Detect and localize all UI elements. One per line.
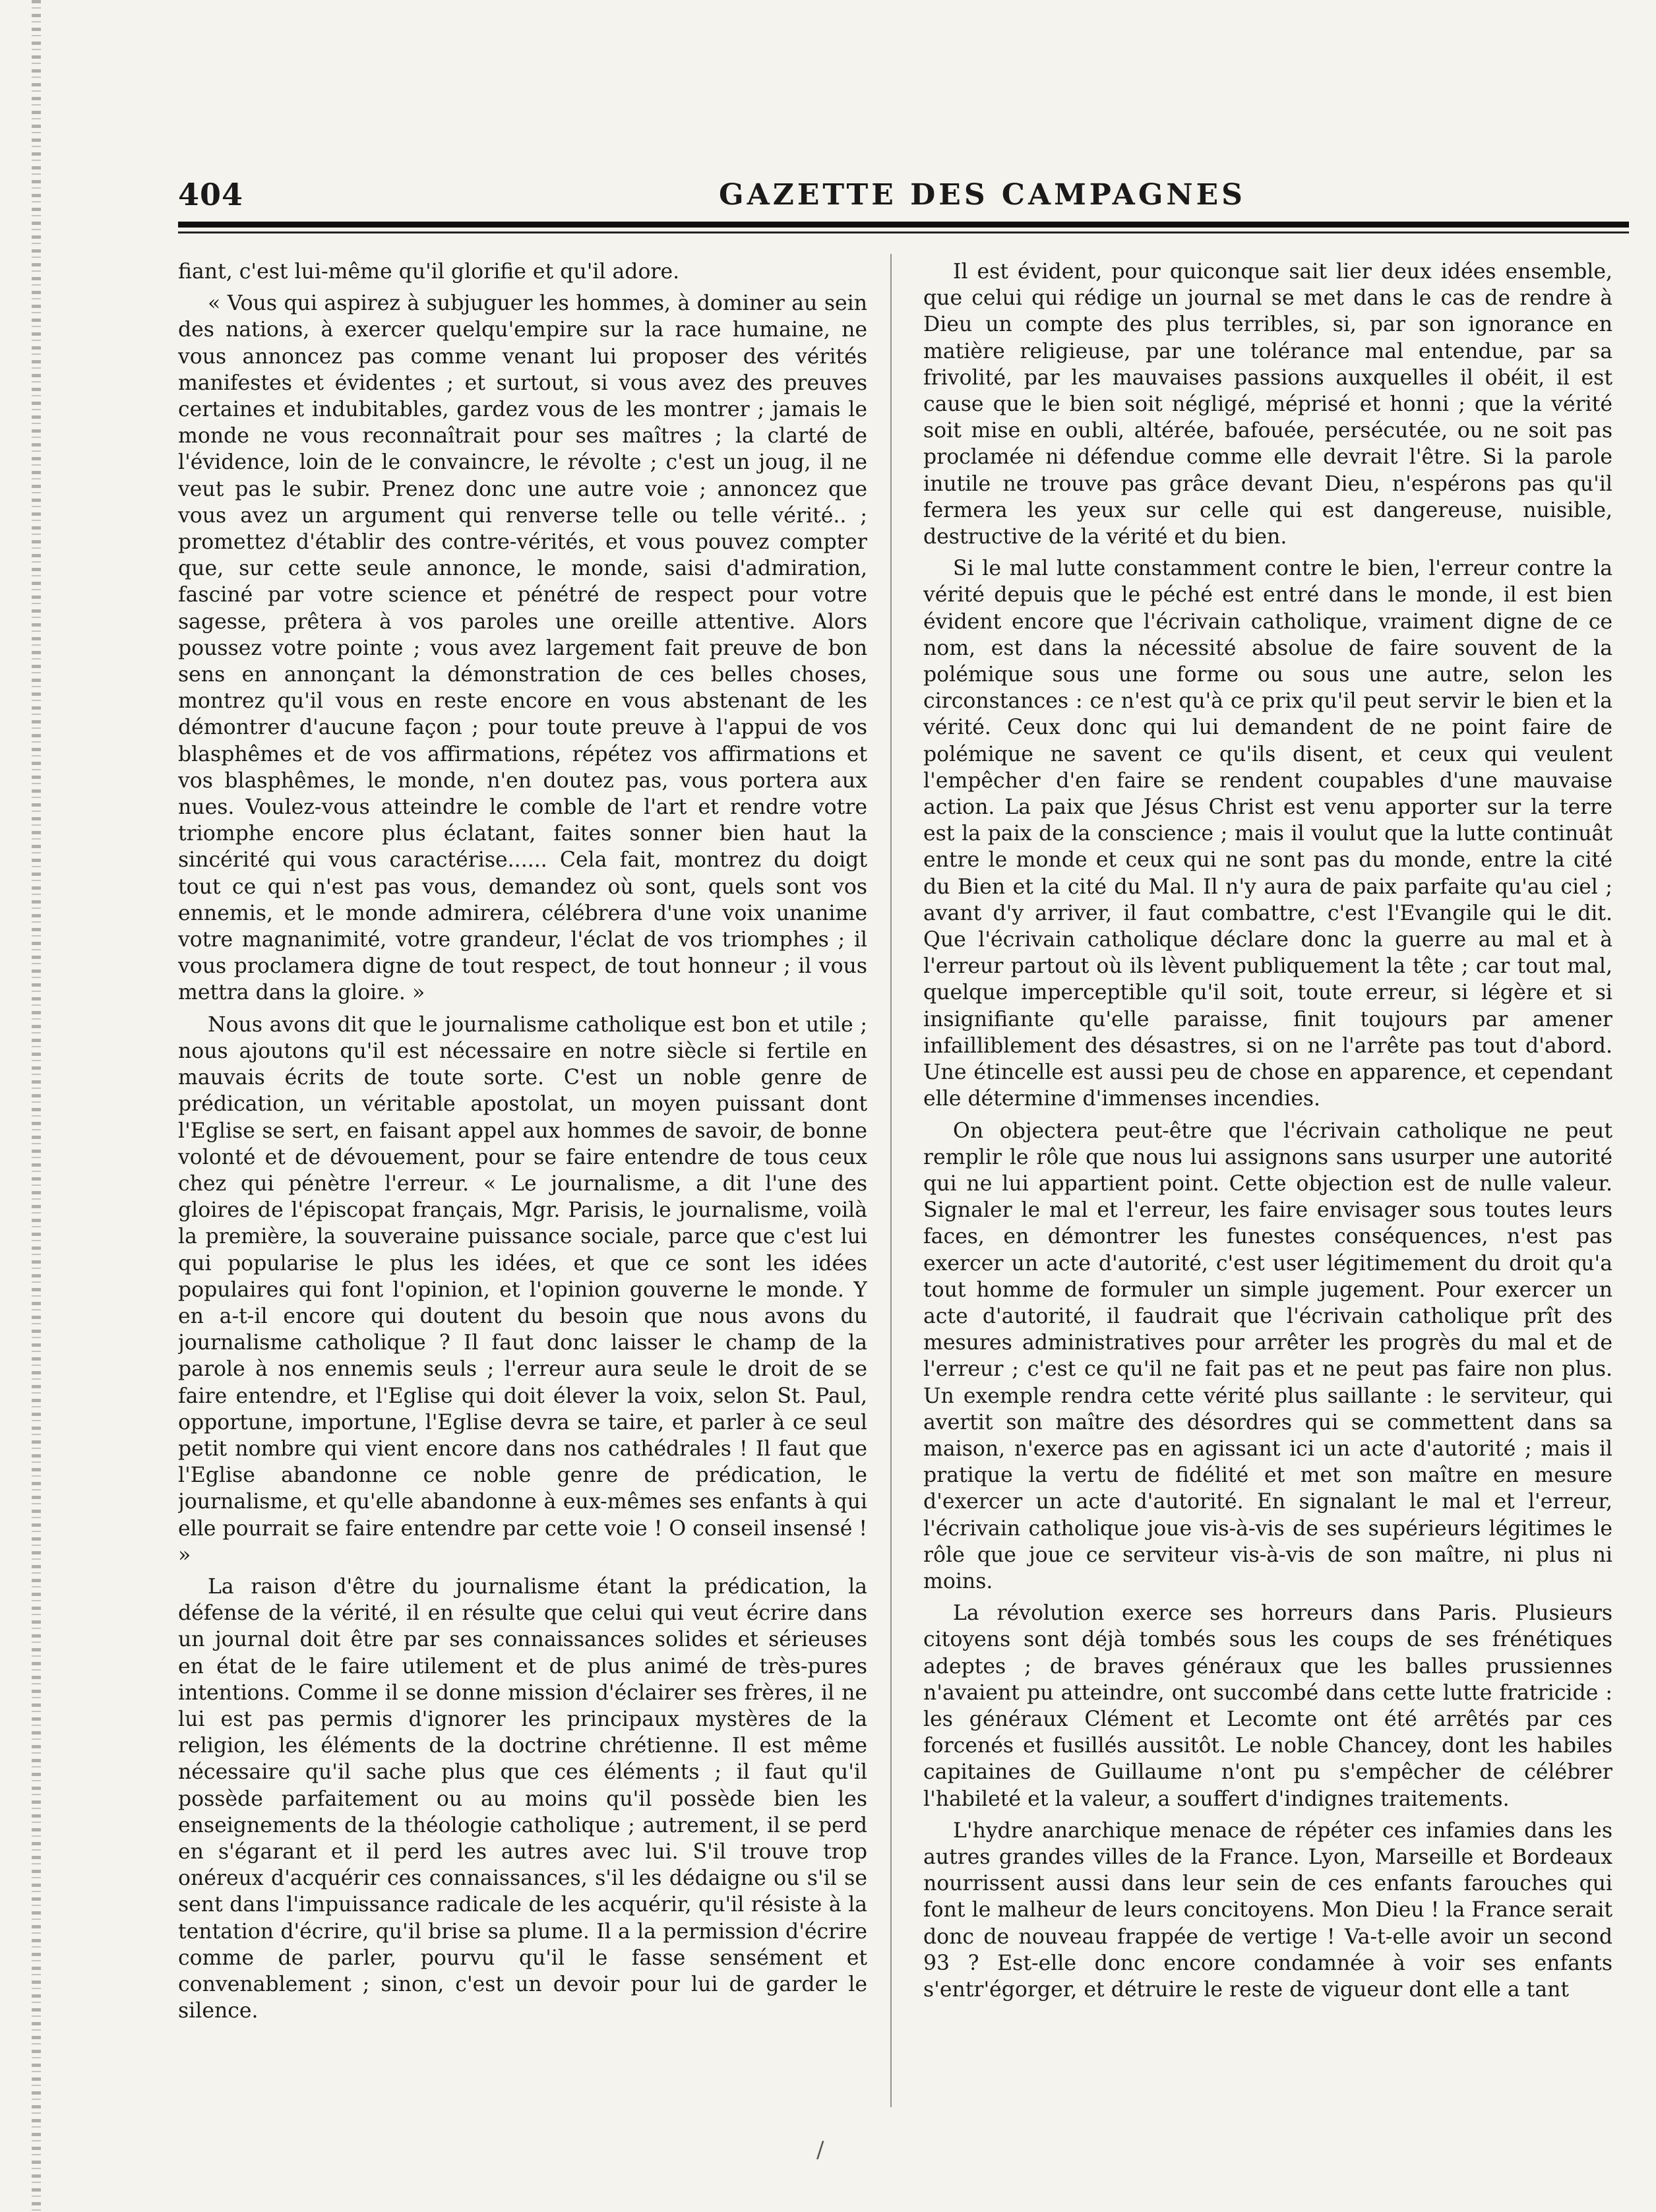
page-header bbox=[178, 177, 1629, 216]
paragraph: La raison d'être du journalisme étant la prédication, la défense de la vérité, il en résulte que celui qui veut écrire dans un journal doit être par ses connaissances solides et sérieuses en état de le faire utilement et de plus animé de très-pures intentions. Comme il se donne mission d'éclairer ses frères, il ne lui est pas permis d'ignorer les principaux mystères de la religion, les éléments de la doctrine chrétienne. Il est même nécessaire qu'il sache plus que ces éléments ; il faut qu'il possède parfaitement ou au moins qu'il possède bien les enseignements de la théologie catholique ; autrement, il se perd en s'égarant et il perd les autres avec lui. S'il trouve trop onéreux d'acquérir ces connaissances, s'il les dédaigne ou s'il se sent dans l'impuissance radicale de les acquérir, qu'il résiste à la tentation d'écrire, qu'il brise sa plume. Il a la permission d'écrire comme de parler, pourvu qu'il le fasse sensément et convenablement ; sinon, c'est un devoir pour lui de garder le silence. bbox=[178, 1574, 867, 2023]
column-divider bbox=[890, 254, 892, 2107]
paragraph: fiant, c'est lui-même qu'il glorifie et qu'il adore. bbox=[178, 260, 680, 284]
paragraph: La révolution exerce ses horreurs dans Paris. Plusieurs citoyens sont déjà tombés sous les coups de ses frénétiques adeptes ; de braves généraux que les balles prussiennes n'avaient pu atteindre, ont succombé dans cette lutte fratricide : les généraux Clément et Lecomte ont été arrêtés par ces forcenés et fusillés aussitôt. Le noble Chancey, dont les habiles capitaines de Guillaume n'ont pu s'empêcher de célébrer l'habileté et la valeur, a souffert d'indignes traitements. bbox=[923, 1601, 1612, 1811]
binding-edge bbox=[32, 0, 41, 2212]
left-column bbox=[178, 259, 867, 2105]
paragraph: Si le mal lutte constamment contre le bien, l'erreur contre la vérité depuis que le péché est entré dans le monde, il est bien évident encore que l'écrivain catholique, vraiment digne de ce nom, est dans la nécessité absolue de faire souvent de la polémique sous une forme ou sous une autre, selon les circonstances : ce n'est qu'à ce prix qu'il peut servir le bien et la vérité. Ceux donc qui lui demandent de ne point faire de polémique ne savent ce qu'ils disent, et ceux qui veulent l'empêcher d'en faire se rendent coupables d'une mauvaise action. La paix que Jésus Christ est venu apporter sur la terre est la paix de la conscience ; mais il voulut que la lutte continuât entre le monde et ceux qui ne sont pas du monde, entre la cité du Bien et la cité du Mal. Il n'y aura de paix parfaite qu'au ciel ; avant d'y arriver, il faut combattre, c'est l'Evangile qui le dit. Que l'écrivain catholique déclare donc la guerre au mal et à l'erreur partout où ils lèvent publiquement la tête ; car tout mal, quelque imperceptible qu'il soit, toute erreur, si légère et si insignifiante qu'elle paraisse, finit toujours par amener infailliblement des désastres, si on ne l'arrête pas tout d'abord. Une étincelle est aussi peu de chose en apparence, et cependant elle détermine d'immenses incendies. bbox=[923, 557, 1612, 1111]
header-rule-thick bbox=[178, 222, 1629, 228]
header-rule-thin bbox=[178, 231, 1629, 233]
paragraph: On objectera peut-être que l'écrivain catholique ne peut remplir le rôle que nous lui assignons sans usurper une autorité qui ne lui appartient point. Cette objection est de nulle valeur. Signaler le mal et l'erreur, les faire envisager sous toutes leurs faces, en démontrer les funestes conséquences, n'est pas exercer un acte d'autorité, c'est user légitimement du droit qu'a tout homme de formuler un simple jugement. Pour exercer un acte d'autorité, il faudrait que l'écrivain catholique prît des mesures administratives pour arrêter les progrès du mal et de l'erreur ; c'est ce qu'il ne fait pas et ne peut pas faire non plus. Un exemple rendra cette vérité plus saillante : le serviteur, qui avertit son maître des désordres qui se commettent dans sa maison, n'exerce pas en agissant ici un acte d'autorité ; mais il pratique la vertu de fidélité et met son maître en mesure d'exercer un acte d'autorité. En signalant le mal et l'erreur, l'écrivain catholique joue vis-à-vis de ses supérieurs légitimes le rôle que joue ce serviteur vis-à-vis de son maître, ni plus ni moins. bbox=[923, 1119, 1612, 1593]
paragraph: Nous avons dit que le journalisme catholique est bon et utile ; nous ajoutons qu'il est nécessaire en notre siècle si fertile en mauvais écrits de toute sorte. C'est un noble genre de prédication, un véritable apostolat, un moyen puissant dont l'Eglise se sert, en faisant appel aux hommes de savoir, de bonne volonté et de dévouement, pour se faire entendre de tous ceux chez qui pénètre l'erreur. « Le journalisme, a dit l'une des gloires de l'épiscopat français, Mgr. Parisis, le journalisme, voilà la première, la souveraine puissance sociale, parce que c'est lui qui popularise le plus les idées, et que ce sont les idées populaires qui font l'opinion, et l'opinion gouverne le monde. Y en a-t-il encore qui doutent du besoin que nous avons du journalisme catholique ? Il faut donc laisser le champ de la parole à nos ennemis seuls ; l'erreur aura seule le droit de se faire entendre, et l'Eglise qui doit élever la voix, selon St. Paul, opportune, importune, l'Eglise devra se taire, et parler à ce seul petit nombre qui vient encore dans nos cathédrales ! Il faut que l'Eglise abandonne ce noble genre de prédication, le journalisme, et qu'elle abandonne à eux-mêmes ses enfants à qui elle pourrait se faire entendre par cette voie ! O conseil insensé ! » bbox=[178, 1012, 867, 1567]
paragraph: Il est évident, pour quiconque sait lier deux idées ensemble, que celui qui rédige un journal se met dans le cas de rendre à Dieu un compte des plus terribles, si, par son ignorance en matière religieuse, par une tolérance mal entendue, par sa frivolité, par les mauvaises passions auxquelles il obéit, il est cause que le bien soit négligé, méprisé et honni ; que la vérité soit mise en oubli, altérée, bafouée, persécutée, ou ne soit pas proclamée ni défendue comme elle devrait l'être. Si la parole inutile ne trouve pas grâce devant Dieu, n'espérons pas qu'il fermera les yeux sur celle qui est dangereuse, nuisible, destructive de la vérité et du bien. bbox=[923, 260, 1612, 549]
footer-mark: / bbox=[816, 2137, 824, 2163]
masthead-title: GAZETTE DES CAMPAGNES bbox=[719, 178, 1246, 212]
right-column bbox=[923, 259, 1612, 2105]
paragraph: « Vous qui aspirez à subjuguer les hommes, à dominer au sein des nations, à exercer quelqu'empire sur la race humaine, ne vous annoncez pas comme venant lui proposer des vérités manifestes et évidentes ; et surtout, si vous avez des preuves certaines et indubitables, gardez vous de les montrer ; jamais le monde ne vous reconnaîtrait pour ses maîtres ; la clarté de l'évidence, loin de le convaincre, le révolte ; c'est un joug, il ne veut pas le subir. Prenez donc une autre voie ; annoncez que vous avez un argument qui renverse telle ou telle vérité.. ; promettez d'établir des contre-vérités, et vous pouvez compter que, sur cette seule annonce, le monde, saisi d'admiration, fasciné par votre science et pénétré de respect pour votre sagesse, prêtera à vos paroles une oreille attentive. Alors poussez votre pointe ; vous avez largement fait preuve de bon sens en annonçant la démonstration de ces belles choses, montrez qu'il vous en reste encore en vous abstenant de les démontrer d'aucune façon ; pour toute preuve à l'appui de vos blasphêmes et de vos affirmations, répétez vos affirmations et vos blasphêmes, le monde, n'en doutez pas, vous portera aux nues. Voulez-vous atteindre le comble de l'art et rendre votre triomphe encore plus éclatant, faites sonner bien haut la sincérité qui vous caractérise...... Cela fait, montrez du doigt tout ce qui n'est pas vous, demandez où sont, quels sont vos ennemis, et le monde admirera, célébrera d'une voix unanime votre magnanimité, votre grandeur, l'éclat de vos triomphes ; il vous proclamera digne de tout respect, de tout honneur ; il vous mettra dans la gloire. » bbox=[178, 292, 867, 1005]
page-number: 404 bbox=[178, 177, 244, 212]
paragraph: L'hydre anarchique menace de répéter ces infamies dans les autres grandes villes de la France. Lyon, Marseille et Bordeaux nourrissent aussi dans leur sein de ces enfants farouches qui font le malheur de leurs concitoyens. Mon Dieu ! la France serait donc de nouveau frappée de vertige ! Va-t-elle avoir un second 93 ? Est-elle donc encore condamnée à voir ses enfants s'entr'égorger, et détruire le reste de vigueur dont elle a tant bbox=[923, 1818, 1612, 2002]
